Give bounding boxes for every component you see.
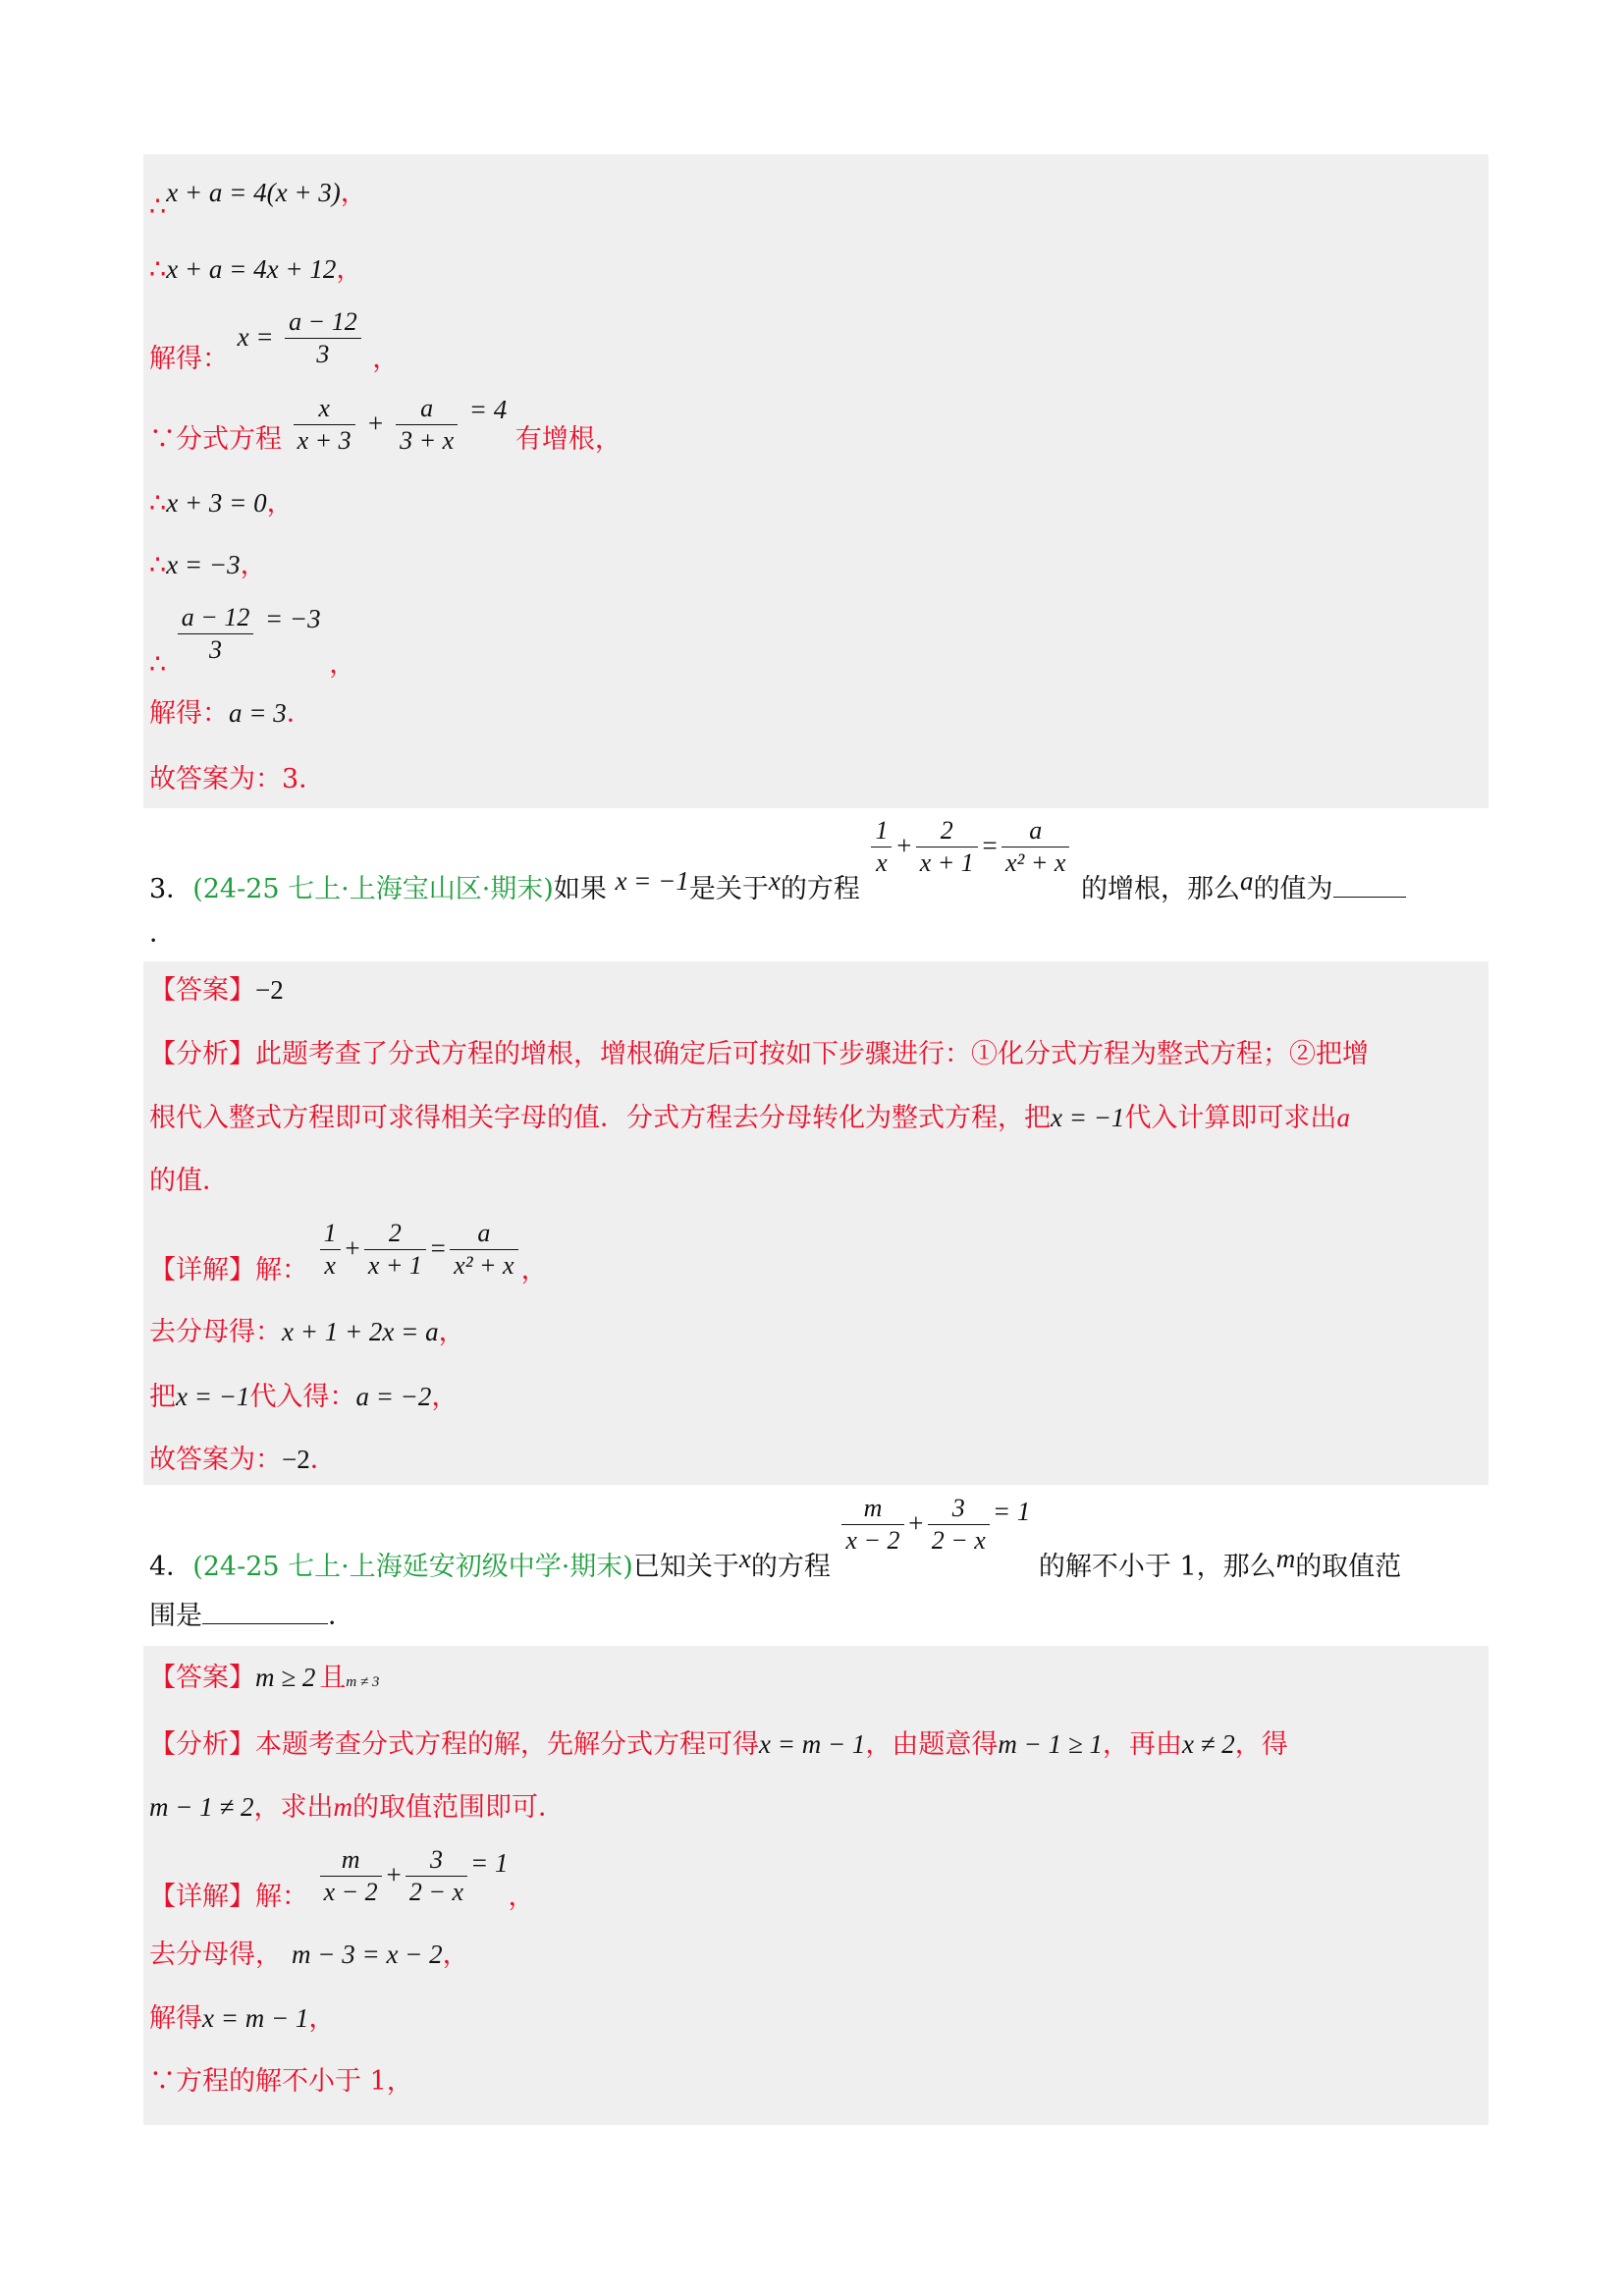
q4-analysis-1: 【分析】本题考查分式方程的解，先解分式方程可得x = m − 1，由题意得m − 1 ≥ 1，再由x ≠ 2，得 bbox=[149, 1729, 1288, 1760]
question-3-end: ． bbox=[149, 918, 176, 949]
q3-final: 故答案为：−2． bbox=[149, 1445, 337, 1475]
q3-step-1: 去分母得：x + 1 + 2x = a， bbox=[149, 1317, 465, 1347]
q3-analysis-3: 的值． bbox=[149, 1166, 229, 1196]
b1-line8: 解得：a = 3． bbox=[149, 698, 313, 729]
question-3: 3．(24-25 七上·上海宝山区·期末)如果 x = −1是关于x的方程 $\frac{1}{x}$ + $\frac{2}{x + 1}$ = $\frac{a}{\text{x² + x}}$ 的增根，那么a的值为 bbox=[149, 815, 1406, 879]
q3-analysis-1: 【分析】此题考查了分式方程的增根，增根确定后可按如下步骤进行：①化分式方程为整式方程；②把增 bbox=[149, 1039, 1369, 1069]
b1-line3: 解得： x = $\frac{a - 12}{3}$ ， bbox=[149, 307, 400, 374]
question-4-line2: 围是 ． bbox=[149, 1594, 354, 1632]
answer-blank bbox=[202, 1598, 328, 1624]
b1-line2: ∴x + a = 4x + 12， bbox=[149, 254, 363, 285]
answer-blank bbox=[1333, 897, 1406, 898]
q4-step-1: 去分母得， m − 3 = x − 2， bbox=[149, 1940, 469, 1970]
b1-line4: ∵分式方程 $\frac{x}{x + 3}$ + $\frac{a}{3 + x}$ = 4 有增根， bbox=[149, 394, 622, 455]
b1-line6: ∴x = −3， bbox=[149, 550, 267, 580]
q3-analysis-2: 根代入整式方程即可求得相关字母的值．分式方程去分母转化为整式方程，把x = −1代入计算即可求出a bbox=[149, 1103, 1350, 1133]
question-4: 4．(24-25 七上·上海延安初级中学·期末)已知关于x的方程 $\frac{m}{x - 2}$ + $\frac{3}{2 - x}$ = 1 的解不小于 1，那么m的取值范 bbox=[149, 1494, 1402, 1582]
q3-step-2: 把x = −1代入得：a = −2， bbox=[149, 1382, 459, 1412]
q4-answer: 【答案】m ≥ 2 且m ≠ 3 bbox=[149, 1663, 380, 1693]
q4-detail: 【详解】解： $\frac{m}{x - 2}$ + $\frac{3}{2 - x}$ = 1， bbox=[149, 1845, 535, 1912]
b1-line9: 故答案为：3． bbox=[149, 764, 326, 794]
q3-detail: 【详解】解： $\frac{1}{x}$ + $\frac{2}{x + 1}$ = $\frac{a}{\text{x² + x}}$ ， bbox=[149, 1219, 548, 1285]
q4-step-3: ∵方程的解不小于 1， bbox=[149, 2066, 413, 2097]
q4-step-2: 解得x = m − 1， bbox=[149, 2003, 336, 2034]
q3-answer: 【答案】−2 bbox=[149, 975, 284, 1006]
q4-analysis-2: m − 1 ≠ 2，求出m的取值范围即可． bbox=[149, 1792, 566, 1823]
b1-line5: ∴x + 3 = 0， bbox=[149, 488, 294, 519]
b1-line1: ∴x + a = 4(x + 3)， bbox=[149, 178, 367, 222]
b1-line7: ∴ $\frac{a - 12}{3}$ = −3 ， bbox=[149, 603, 356, 680]
